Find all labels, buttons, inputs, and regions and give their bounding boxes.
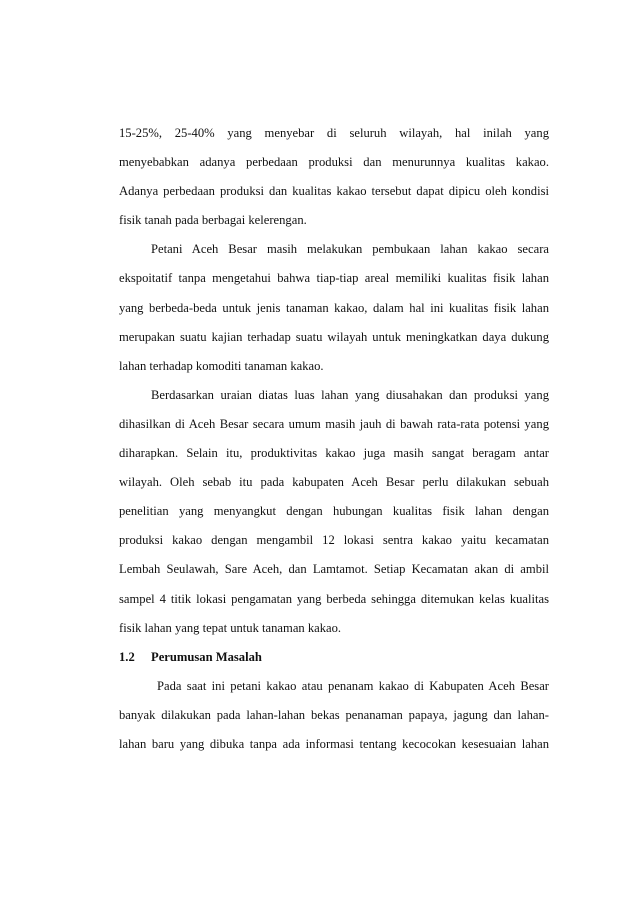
text-line: lahan terhadap komoditi tanaman kakao. <box>119 358 324 373</box>
text-line: Petani Aceh Besar masih melakukan pembukaan lahan kakao secara <box>151 242 549 257</box>
text-line: Berdasarkan uraian diatas luas lahan yang diusahakan dan produksi yang <box>151 387 549 402</box>
text-line: merupakan suatu kajian terhadap suatu wilayah untuk meningkatkan daya dukung <box>119 329 549 344</box>
paragraph-continued <box>119 119 549 235</box>
section-number: 1.2 <box>119 649 135 664</box>
paragraph-berdasarkan <box>119 381 549 643</box>
text-line: yang berbeda-beda untuk jenis tanaman kakao, dalam hal ini kualitas fisik lahan <box>119 300 549 315</box>
text-line: Adanya perbedaan produksi dan kualitas kakao tersebut dapat dipicu oleh kondisi <box>119 184 549 199</box>
text-line: Lembah Seulawah, Sare Aceh, dan Lamtamot. Setiap Kecamatan akan di ambil <box>119 562 549 577</box>
text-line: banyak dilakukan pada lahan-lahan bekas penanaman papaya, jagung dan lahan- <box>119 707 549 722</box>
paragraph-pada-saat <box>119 672 549 759</box>
text-line: diharapkan. Selain itu, produktivitas kakao juga masih sangat beragam antar <box>119 446 549 461</box>
section-title: Perumusan Masalah <box>151 649 262 664</box>
text-line: ekspoitatif tanpa mengetahui bahwa tiap-tiap areal memiliki kualitas fisik lahan <box>119 271 549 286</box>
text-line: lahan baru yang dibuka tanpa ada informasi tentang kecocokan kesesuaian lahan <box>119 736 549 751</box>
text-line: menyebabkan adanya perbedaan produksi dan menurunnya kualitas kakao. <box>119 155 549 170</box>
body-text <box>119 119 549 759</box>
section-heading <box>119 643 549 672</box>
text-line: wilayah. Oleh sebab itu pada kabupaten Aceh Besar perlu dilakukan sebuah <box>119 475 549 490</box>
text-line: produksi kakao dengan mengambil 12 lokasi sentra kakao yaitu kecamatan <box>119 533 549 548</box>
text-line: Pada saat ini petani kakao atau penanam kakao di Kabupaten Aceh Besar <box>157 678 549 693</box>
text-line: sampel 4 titik lokasi pengamatan yang berbeda sehingga ditemukan kelas kualitas <box>119 591 549 606</box>
text-line: dihasilkan di Aceh Besar secara umum masih jauh di bawah rata-rata potensi yang <box>119 416 549 431</box>
text-line: fisik lahan yang tepat untuk tanaman kakao. <box>119 620 342 635</box>
text-line: penelitian yang menyangkut dengan hubungan kualitas fisik lahan dengan <box>119 504 549 519</box>
paragraph-petani <box>119 235 549 380</box>
text-line: fisik tanah pada berbagai kelerengan. <box>119 213 307 228</box>
text-line: 15-25%, 25-40% yang menyebar di seluruh wilayah, hal inilah yang <box>119 126 549 140</box>
